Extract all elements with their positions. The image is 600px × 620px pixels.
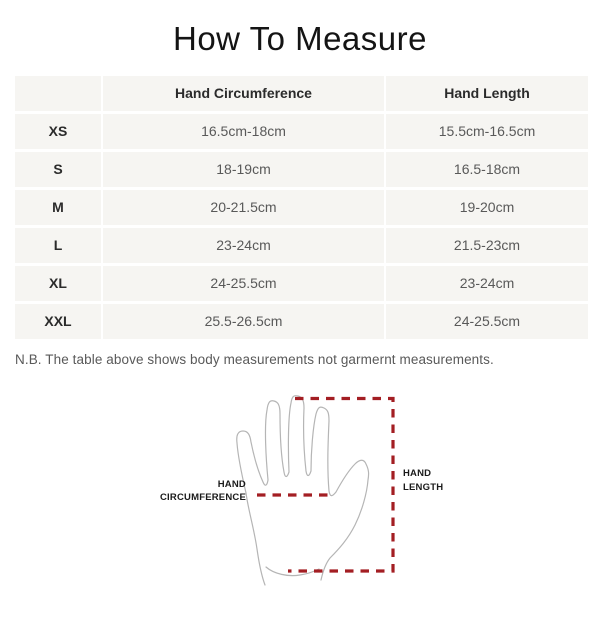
hand-measurement-illustration bbox=[150, 383, 450, 598]
circumference-label-line1: HAND bbox=[217, 478, 246, 490]
size-cell: M bbox=[15, 190, 101, 225]
hand-outline bbox=[237, 396, 369, 585]
size-cell: XXL bbox=[15, 304, 101, 339]
size-cell: S bbox=[15, 152, 101, 187]
table-row bbox=[15, 190, 588, 225]
circumference-cell: 25.5-26.5cm bbox=[101, 304, 384, 339]
circumference-cell: 18-19cm bbox=[101, 152, 384, 187]
body-measurements-note: N.B. The table above shows body measurements not garmernt measurements. bbox=[15, 351, 494, 367]
hand-length-header: Hand Length bbox=[384, 76, 588, 111]
measurement-diagram bbox=[150, 383, 450, 598]
header-row bbox=[15, 76, 588, 111]
size-column-header bbox=[15, 76, 101, 111]
table-row bbox=[15, 266, 588, 301]
circumference-label-line2: CIRCUMFERENCE bbox=[160, 491, 246, 503]
circumference-cell: 20-21.5cm bbox=[101, 190, 384, 225]
table-row bbox=[15, 152, 588, 187]
page-title: How To Measure bbox=[172, 20, 427, 57]
table-row bbox=[15, 304, 588, 339]
length-cell: 23-24cm bbox=[384, 266, 588, 301]
length-cell: 16.5-18cm bbox=[384, 152, 588, 187]
size-chart-table bbox=[15, 73, 588, 342]
size-cell: XS bbox=[15, 114, 101, 149]
size-cell: XL bbox=[15, 266, 101, 301]
palm-bottom-curve bbox=[266, 567, 319, 576]
table-row bbox=[15, 228, 588, 263]
size-cell: L bbox=[15, 228, 101, 263]
length-label-line1: HAND bbox=[403, 467, 432, 479]
length-cell: 19-20cm bbox=[384, 190, 588, 225]
length-cell: 24-25.5cm bbox=[384, 304, 588, 339]
circumference-cell: 24-25.5cm bbox=[101, 266, 384, 301]
circumference-cell: 16.5cm-18cm bbox=[101, 114, 384, 149]
length-cell: 15.5cm-16.5cm bbox=[384, 114, 588, 149]
circumference-cell: 23-24cm bbox=[101, 228, 384, 263]
hand-circumference-header: Hand Circumference bbox=[101, 76, 384, 111]
table-row bbox=[15, 114, 588, 149]
length-label-line2: LENGTH bbox=[403, 481, 444, 493]
length-cell: 21.5-23cm bbox=[384, 228, 588, 263]
